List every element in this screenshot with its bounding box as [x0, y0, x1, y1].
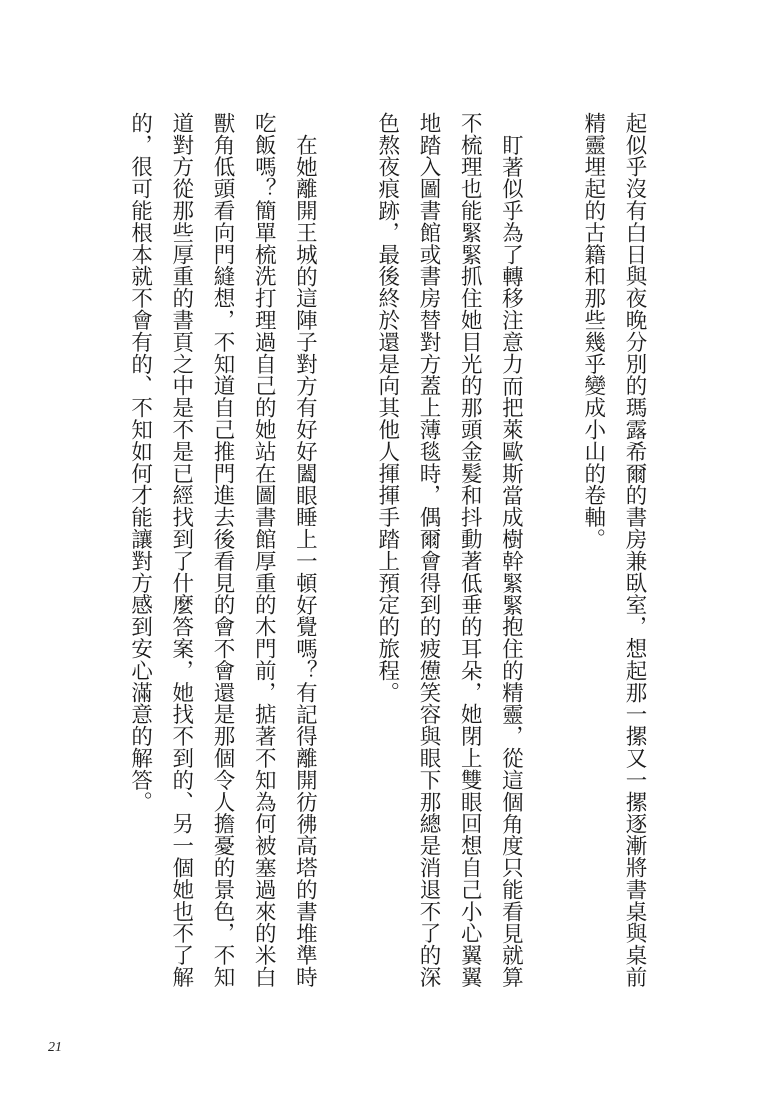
paragraph-2: 盯著似乎為了轉移注意力而把萊歐斯當成樹幹緊緊抱住的精靈，從這個角度只能看見就算不梳理也能緊緊抓住她目光的那頭金髮和抖動著低垂的耳朵，她閉上雙眼回想自己小心翼翼地踏入圖書館或書房替對方蓋上薄毯時，偶爾會得到的疲憊笑容與眼下那總是消退不了的深色熬夜痕跡，最後終於還是向其他人揮揮手踏上預定的旅程。 — [374, 112, 524, 988]
paragraph-gap — [325, 112, 366, 992]
paragraph-1: 起似乎沒有白日與夜晚分別的瑪露希爾的書房兼臥室，想起那一摞又一摞逐漸將書桌與桌前精靈埋起的古籍和那些幾乎變成小山的卷軸。 — [580, 112, 647, 988]
page-number: 21 — [48, 1040, 62, 1055]
paragraph-3: 在她離開王城的這陣子對方有好好闔眼睡上一頓好覺嗎？有記得離開彷彿高塔的書堆準時吃飯嗎？簡單梳洗打理過自己的她站在圖書館厚重的木門前，掂著不知為何被塞過來的米白獸角低頭看向門縫想，不知道自己推門進去後看見的會不會還是那個令人擔憂的景色，不知道對方從那些厚重的書頁之中是不是已經找到了什麼答案，她找不到的、另一個她也不了解的，很可能根本就不會有的、不知如何才能讓對方感到安心滿意的解答。 — [127, 112, 318, 988]
paragraph-gap — [531, 112, 572, 992]
vertical-text-body — [119, 112, 655, 992]
